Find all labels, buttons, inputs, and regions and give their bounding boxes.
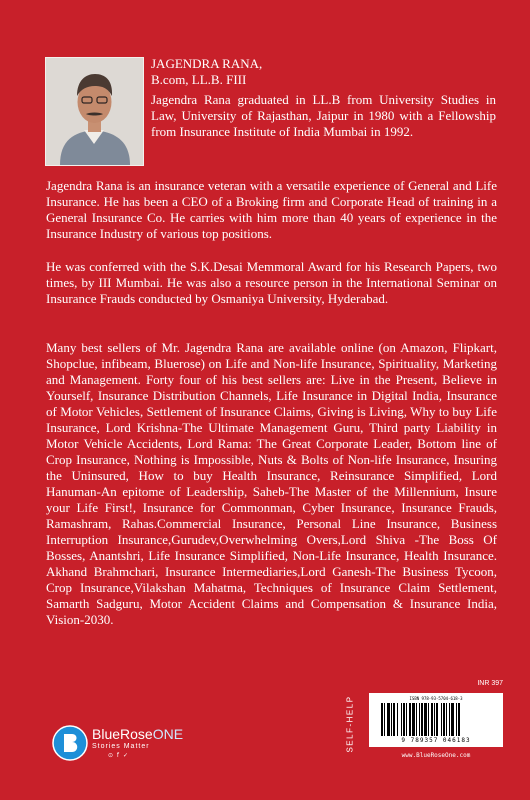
author-intro: Jagendra Rana graduated in LL.B from University Studies in Law, University of Rajasthan, Jaipur in 1980 with a Fellowship from Insurance Institute of India Mumbai in 1992.	[151, 92, 496, 139]
author-portrait-icon	[46, 58, 143, 165]
publisher-brand-suffix: ONE	[152, 726, 184, 742]
price-label: INR 397	[477, 680, 503, 687]
genre-label	[344, 694, 356, 754]
author-block	[151, 56, 496, 140]
books-paragraph: Many best sellers of Mr. Jagendra Rana are available online (on Amazon, Flipkart, Shopclue, infibeam, Bluerose) on Life and Non-life Insurance, Spirituality, Marketing and Management. Forty four of his best sellers are: Live in the Present, Believe in Yourself, Insurance Distribution Channels, Life Insurance in Digital India, Insurance of Motor Vehicles, Settlement of Insurance Claims, Giving is Living, Why to buy Life Insurance, Lord Krishna-The Ultimate Management Guru, Third party Liability in Motor Vehicle Accidents, Lord Rama: The Great Corporate Leader, Bottom line of Crop Insurance, Nothing is Impossible, Nuts & Bolts of Non-life Insurance, Insuring the Uninsured, How to buy Health Insurance, Reinsurance Simplified, Lord Hanuman-An epitome of Leadership, Saheb-The Master of the Millennium, Insure your Life First!, Insurance for Commonman, Cyber Insurance, Insurance Frauds, Ramashram, Rahas.Commercial Insurance, Personal Line Insurance, Business Interruption Insurance,Gurudev,Overwhelming Overs,Lord Shiva -The Boss Of Bosses, Anantshri, Life Insurance Simplified, Non-Life Insurance, Health Insurance. Akhand Brahmchari, Insurance Intermediaries,Lord Ganesh-The Business Tycoon, Crop Insurance,Vilakshan Mahatma, Techniques of Insurance Claim Settlement, Samarth Sadguru, Motor Accident Claims and Compensation & Insurance India, Vision-2030.	[46, 340, 497, 627]
barcode-digits: 9 789357 046183	[401, 737, 471, 744]
author-photo	[45, 57, 144, 166]
publisher-website: www.BlueRoseOne.com	[401, 752, 471, 759]
bio-paragraph: Jagendra Rana is an insurance veteran with a versatile experience of General and Life Insurance. He has been a CEO of a Broking firm and Corporate Head of training in a General Insurance Co. He carries with him more than 40 years of experience in the Insurance Industry of various top positions.	[46, 178, 497, 241]
publisher-brand-prefix: BlueRose	[92, 726, 153, 742]
social-icons: ⊙ f ✓	[108, 752, 129, 759]
author-degrees: B.com, LL.B. FIII	[151, 72, 247, 87]
publisher-brand	[92, 726, 183, 744]
award-paragraph: He was conferred with the S.K.Desai Memmoral Award for his Research Papers, two times, by III Mumbai. He was also a resource person in the International Seminar on Insurance Frauds conducted by Osmaniya University, Hyderabad.	[46, 259, 497, 306]
barcode-bars-icon	[379, 703, 493, 736]
bluerose-circle-b-icon	[50, 723, 90, 763]
isbn-text: ISBN 978-93-5704-618-3	[409, 696, 463, 701]
barcode	[369, 693, 503, 747]
genre-text: SELF-HELP	[345, 695, 355, 753]
publisher-logo	[50, 723, 200, 763]
publisher-tagline: Stories Matter	[92, 743, 150, 750]
author-name: JAGENDRA RANA,	[151, 56, 263, 71]
